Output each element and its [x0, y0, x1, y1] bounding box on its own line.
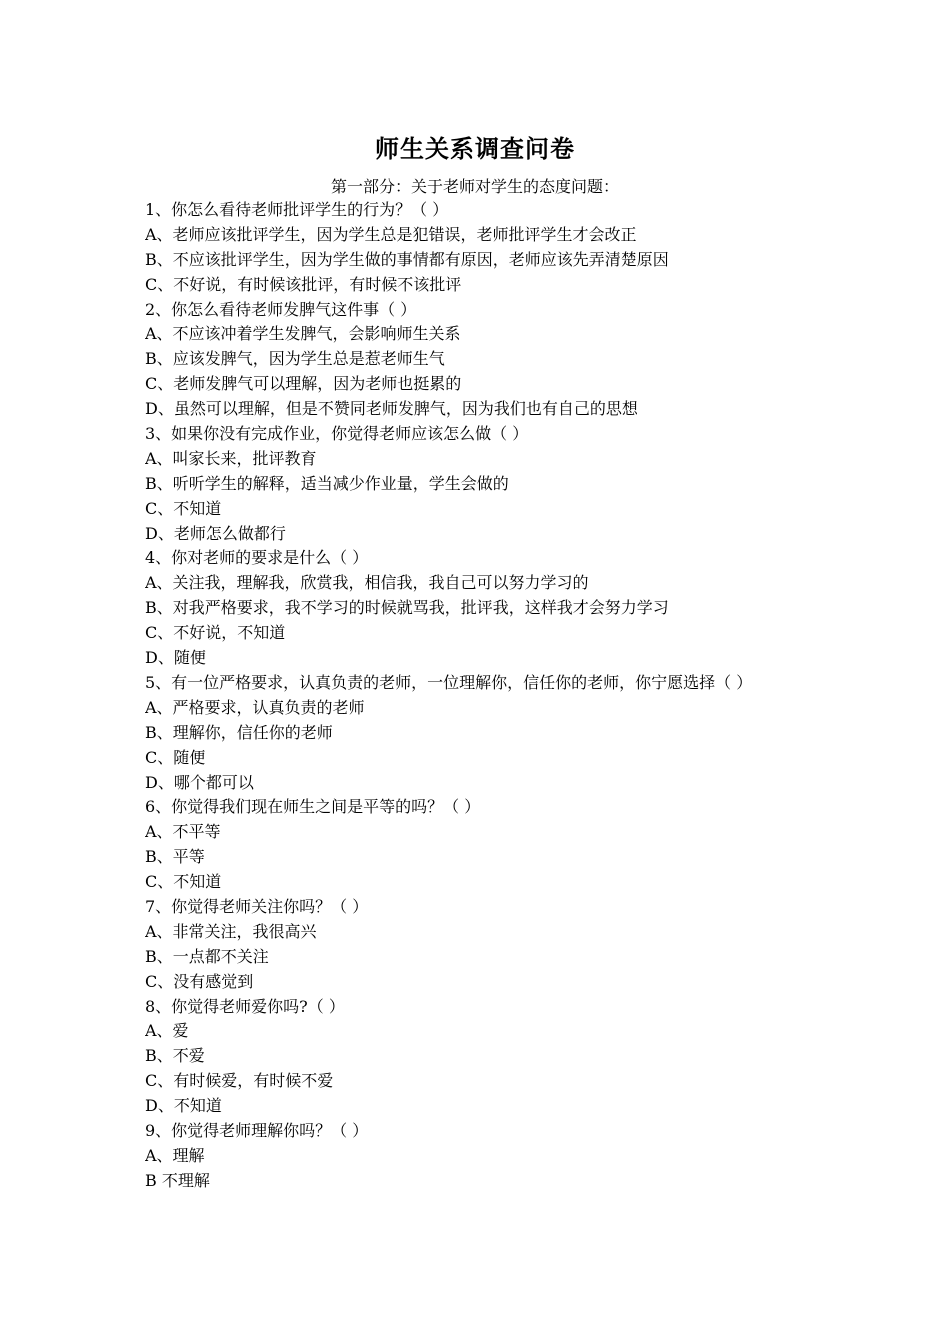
- option-7-a: A、非常关注，我很高兴: [145, 921, 317, 941]
- option-2-b: B、应该发脾气，因为学生总是惹老师生气: [145, 349, 445, 369]
- option-8-d: D、不知道: [145, 1096, 222, 1116]
- page-title: 师生关系调查问卷: [375, 135, 575, 163]
- option-5-a: A、严格要求，认真负责的老师: [145, 697, 365, 717]
- option-3-d: D、老师怎么做都行: [145, 523, 286, 543]
- option-8-c: C、有时候爱，有时候不爱: [145, 1071, 334, 1091]
- option-5-d: D、哪个都可以: [145, 772, 254, 792]
- option-7-c: C、没有感觉到: [145, 971, 254, 991]
- option-5-c: C、随便: [145, 747, 206, 767]
- question-list: [145, 198, 807, 1194]
- option-5-b: B、理解你，信任你的老师: [145, 722, 333, 742]
- question-1: 1、你怎么看待老师批评学生的行为？（ ）: [145, 200, 449, 219]
- question-3: 3、如果你没有完成作业，你觉得老师应该怎么做（ ）: [145, 424, 529, 444]
- question-5: 5、有一位严格要求，认真负责的老师，一位理解你，信任你的老师，你宁愿选择（ ）: [145, 672, 753, 692]
- option-1-a: A、老师应该批评学生，因为学生总是犯错误，老师批评学生才会改正: [145, 224, 637, 244]
- question-8: 8、你觉得老师爱你吗?（ ）: [145, 996, 345, 1016]
- option-4-c: C、不好说，不知道: [145, 623, 286, 643]
- option-9-a: A、理解: [145, 1145, 205, 1165]
- option-2-c: C、老师发脾气可以理解，因为老师也挺累的: [145, 374, 462, 394]
- option-4-d: D、随便: [145, 648, 206, 668]
- option-1-c: C、不好说，有时候该批评，有时候不该批评: [145, 274, 462, 294]
- option-8-b: B、不爱: [145, 1046, 205, 1066]
- option-3-a: A、叫家长来，批评教育: [145, 448, 317, 468]
- option-3-c: C、不知道: [145, 498, 222, 518]
- option-8-a: A、爱: [145, 1021, 189, 1041]
- section-heading: 第一部分：关于老师对学生的态度问题：: [330, 177, 619, 196]
- option-2-d: D、虽然可以理解，但是不赞同老师发脾气，因为我们也有自己的思想: [145, 399, 638, 419]
- question-4: 4、你对老师的要求是什么（ ）: [145, 548, 369, 568]
- option-6-b: B、平等: [145, 847, 205, 867]
- question-2: 2、你怎么看待老师发脾气这件事（ ）: [145, 299, 417, 319]
- option-6-c: C、不知道: [145, 872, 222, 892]
- option-3-b: B、听听学生的解释，适当减少作业量，学生会做的: [145, 473, 509, 493]
- option-9-b: B 不理解: [145, 1170, 210, 1190]
- option-1-b: B、不应该批评学生，因为学生做的事情都有原因，老师应该先弄清楚原因: [145, 249, 669, 269]
- question-9: 9、你觉得老师理解你吗？（ ）: [145, 1120, 369, 1140]
- option-4-a: A、关注我，理解我，欣赏我，相信我，我自己可以努力学习的: [145, 573, 589, 593]
- option-4-b: B、对我严格要求，我不学习的时候就骂我，批评我，这样我才会努力学习: [145, 598, 669, 618]
- option-2-a: A、不应该冲着学生发脾气，会影响师生关系: [145, 324, 461, 344]
- option-7-b: B、一点都不关注: [145, 946, 269, 966]
- question-6: 6、你觉得我们现在师生之间是平等的吗？（ ）: [145, 797, 481, 817]
- question-7: 7、你觉得老师关注你吗？（ ）: [145, 896, 369, 916]
- option-6-a: A、不平等: [145, 822, 221, 842]
